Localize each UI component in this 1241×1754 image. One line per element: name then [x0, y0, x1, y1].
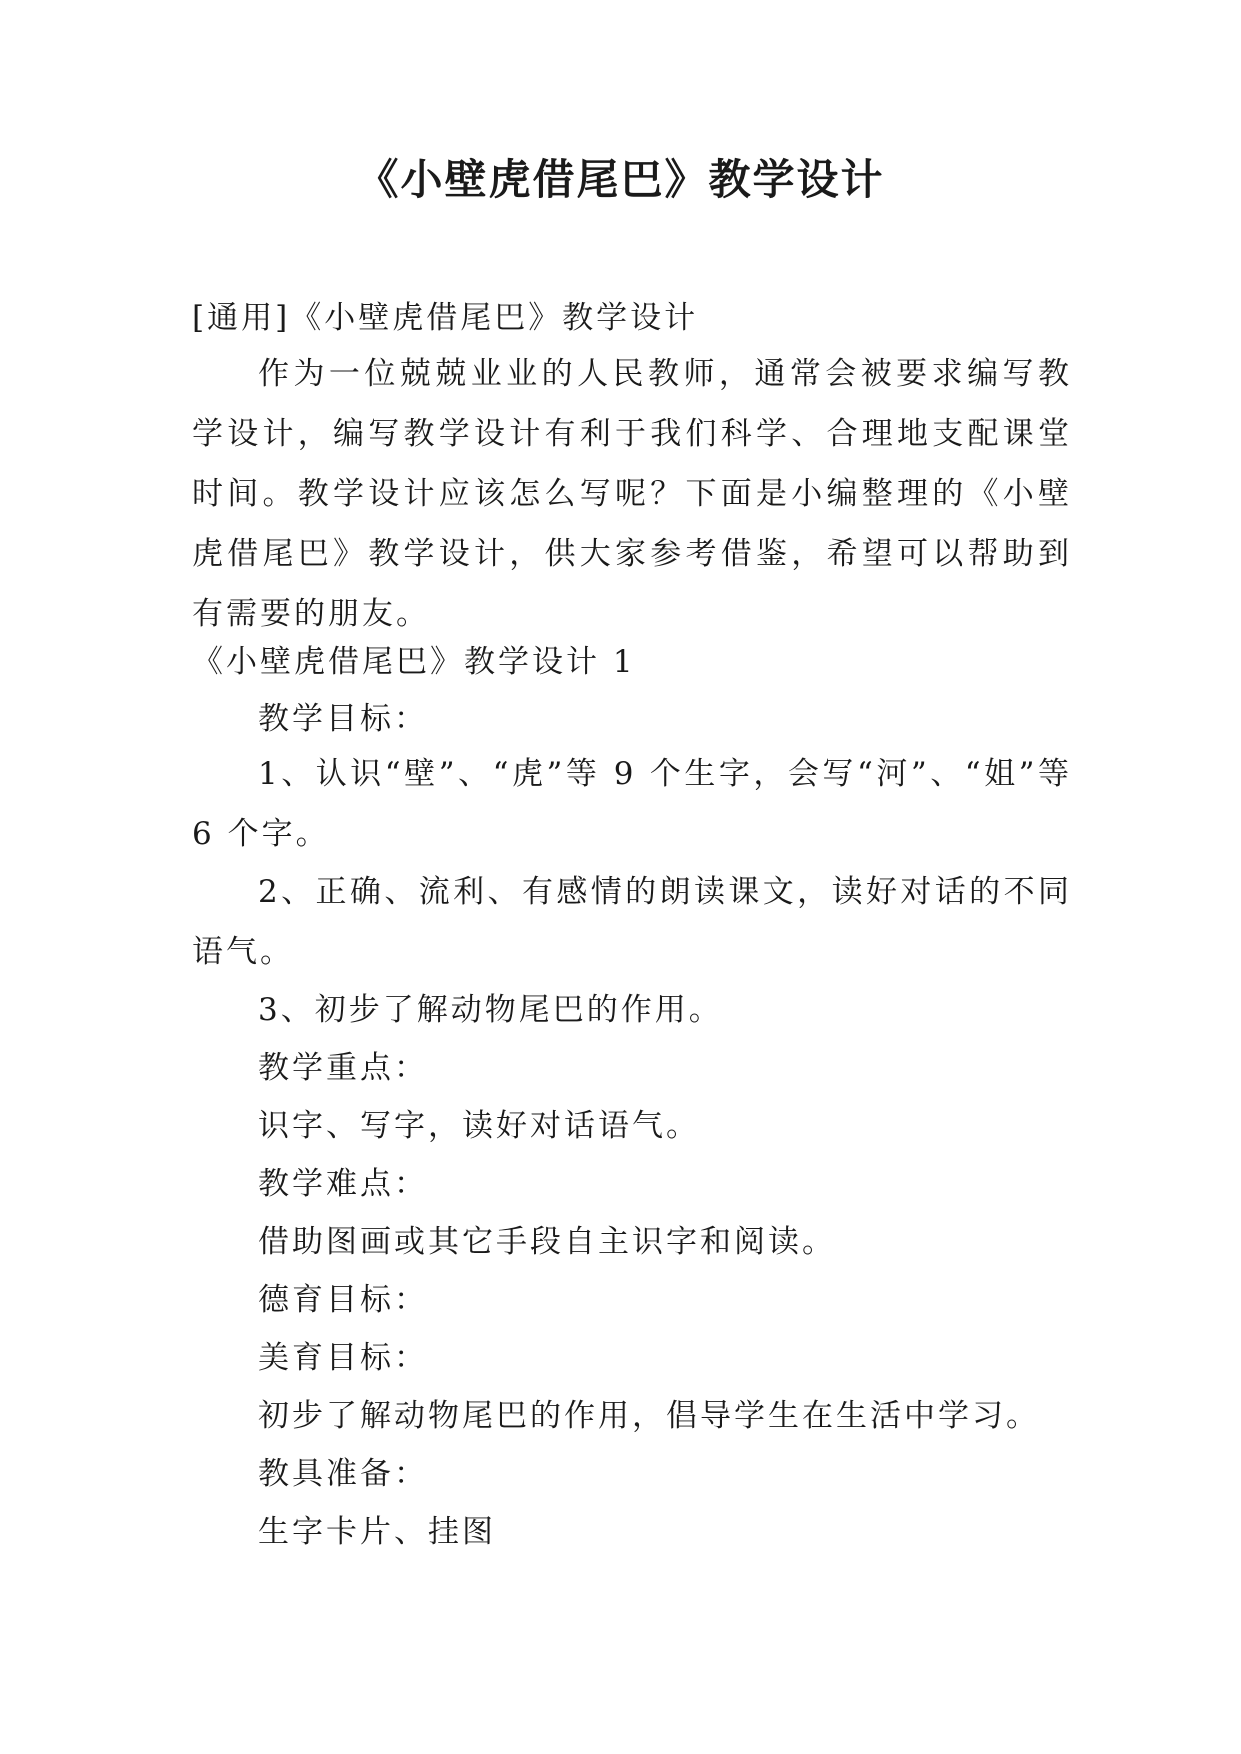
moral-goal-label: 德育目标：	[258, 1282, 428, 1318]
aesthetic-goal-label: 美育目标：	[258, 1340, 428, 1376]
objective-3: 3、初步了解动物尾巴的作用。	[258, 992, 723, 1028]
materials-text: 生字卡片、挂图	[258, 1514, 496, 1550]
key-points-text: 识字、写字，读好对话语气。	[258, 1108, 700, 1144]
key-points-label: 教学重点：	[258, 1050, 428, 1086]
document-subtitle: [通用]《小壁虎借尾巴》教学设计	[192, 300, 699, 336]
objective-1: 1、认识“壁”、“虎”等 9 个生字，会写“河”、“姐”等 6 个字。	[192, 756, 1072, 852]
intro-paragraph: 作为一位兢兢业业的人民教师，通常会被要求编写教学设计，编写教学设计有利于我们科学、合理地支配课堂时间。教学设计应该怎么写呢？下面是小编整理的《小壁虎借尾巴》教学设计，供大家参考借鉴，希望可以帮助到有需要的朋友。	[192, 356, 1072, 632]
document-title: 《小壁虎借尾巴》教学设计	[356, 155, 885, 204]
aesthetic-goal-text: 初步了解动物尾巴的作用，倡导学生在生活中学习。	[258, 1398, 1040, 1434]
difficulties-label: 教学难点：	[258, 1166, 428, 1202]
objectives-label: 教学目标：	[258, 701, 428, 737]
objective-2: 2、正确、流利、有感情的朗读课文，读好对话的不同语气。	[192, 874, 1072, 970]
section1-heading: 《小壁虎借尾巴》教学设计 1	[192, 644, 636, 680]
difficulties-text: 借助图画或其它手段自主识字和阅读。	[258, 1224, 836, 1260]
materials-label: 教具准备：	[258, 1456, 428, 1492]
